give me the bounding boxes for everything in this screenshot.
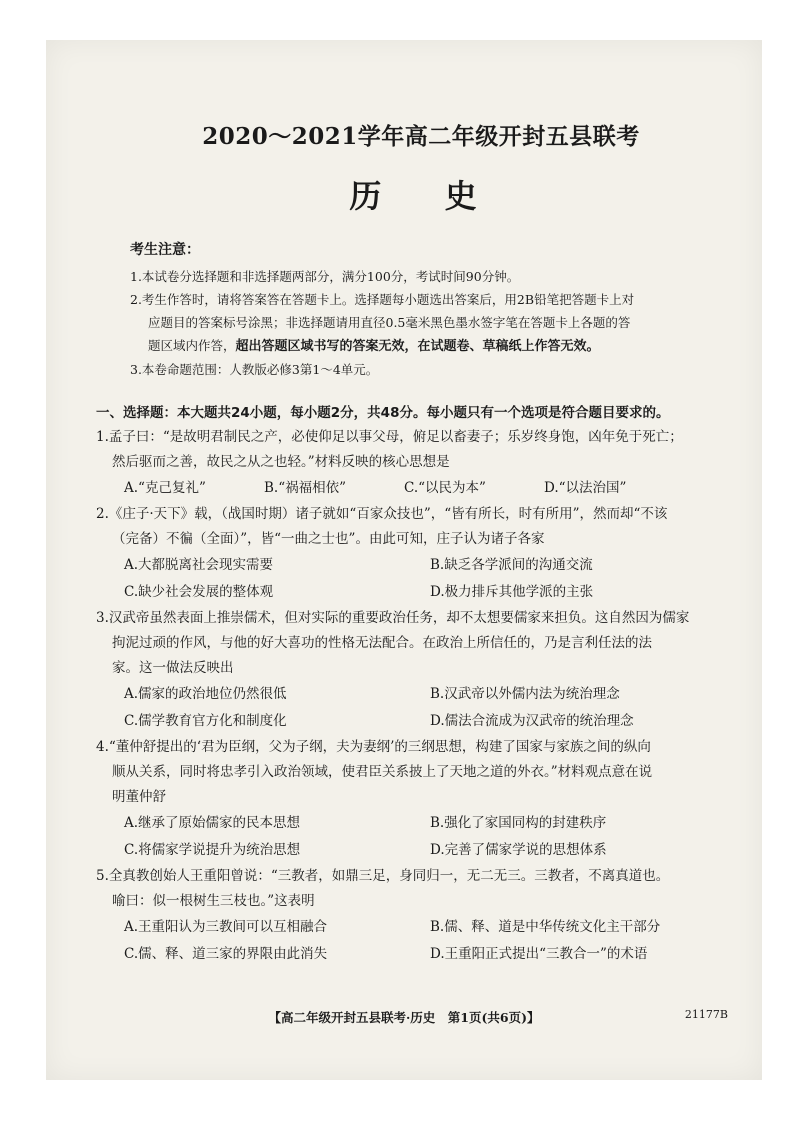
notice-item-2-cont2 — [116, 334, 736, 358]
option-d[interactable]: D.王重阳正式提出“三教合一”的术语 — [430, 946, 648, 962]
question-stem: 拘泥过顽的作风，与他的好大喜功的性格无法配合。在政治上所信任的，乃是言利任法的法 — [112, 635, 652, 651]
exam-title: 2020～2021学年高二年级开封五县联考 — [202, 123, 640, 150]
question-5 — [96, 864, 736, 968]
option-c[interactable]: C.“以民为本” — [404, 480, 486, 496]
option-a[interactable]: A.大都脱离社会现实需要 — [124, 557, 274, 573]
notice-item-2: 2.考生作答时，请将答案答在答题卡上。选择题每小题选出答案后，用2B铅笔把答题卡上对 — [130, 292, 635, 307]
option-c[interactable]: C.儒学教育官方化和制度化 — [124, 713, 287, 729]
option-a[interactable]: A.“克己复礼” — [124, 480, 206, 496]
option-b[interactable]: B.强化了家国同构的封建秩序 — [430, 815, 607, 831]
options — [124, 475, 736, 502]
paper-code: 21177B — [684, 1008, 728, 1021]
exam-sheet — [46, 40, 762, 1080]
notice-heading: 考生注意： — [130, 242, 200, 258]
question-stem: 5.全真教创始人王重阳曾说：“三教者，如鼎三足，身同归一，无二无三。三教者，不离真道也。 — [96, 868, 670, 884]
question-stem: 喻曰：似一根树生三枝也。”这表明 — [112, 893, 315, 909]
notice-emphasis: 超出答题区域书写的答案无效，在试题卷、草稿纸上作答无效。 — [235, 339, 600, 354]
question-stem: 然后驱而之善，故民之从之也轻。”材料反映的核心思想是 — [112, 454, 450, 470]
option-a[interactable]: A.儒家的政治地位仍然很低 — [124, 686, 287, 702]
question-stem: 4.“董仲舒提出的‘君为臣纲，父为子纲，夫为妻纲’的三纲思想，构建了国家与家族之间的纵向 — [96, 739, 651, 755]
notice-item-3: 3.本卷命题范围：人教版必修3第1～4单元。 — [130, 362, 379, 377]
options — [124, 552, 736, 606]
question-3 — [96, 606, 736, 735]
options — [124, 914, 736, 968]
page-footer: 【高二年级开封五县联考·历史 第1页(共6页)】 — [268, 1010, 540, 1025]
question-stem: 顺从关系，同时将忠孝引入政治领域，使君臣关系披上了天地之道的外衣。”材料观点意在说 — [112, 764, 653, 780]
question-stem: 3.汉武帝虽然表面上推崇儒术，但对实际的重要政治任务，却不太想要儒家来担负。这自然因为儒家 — [96, 610, 690, 626]
option-d[interactable]: D.“以法治国” — [544, 480, 627, 496]
options — [124, 681, 736, 735]
option-b[interactable]: B.儒、释、道是中华传统文化主干部分 — [430, 919, 661, 935]
options — [124, 810, 736, 864]
section-heading: 一、选择题：本大题共24小题，每小题2分，共48分。每小题只有一个选项是符合题目要求的。 — [96, 405, 670, 421]
notice-item-1: 1.本试卷分选择题和非选择题两部分，满分100分，考试时间90分钟。 — [130, 269, 520, 284]
notice-block — [116, 239, 736, 381]
notice-item-2-cont: 应题目的答案标号涂黑；非选择题请用直径0.5毫米黑色墨水签字笔在答题卡上各题的答 — [148, 315, 631, 330]
option-a[interactable]: A.继承了原始儒家的民本思想 — [124, 815, 301, 831]
question-2 — [96, 502, 736, 606]
option-b[interactable]: B.“祸福相依” — [264, 480, 347, 496]
option-c[interactable]: C.缺少社会发展的整体观 — [124, 584, 274, 600]
option-c[interactable]: C.将儒家学说提升为统治思想 — [124, 842, 301, 858]
question-stem: 1.孟子曰：“是故明君制民之产，必使仰足以事父母，俯足以畜妻子；乐岁终身饱，凶年免于死亡； — [96, 429, 683, 445]
notice-item-2-plain: 题区域内作答， — [148, 338, 236, 353]
question-stem: 家。这一做法反映出 — [112, 660, 234, 676]
option-b[interactable]: B.汉武帝以外儒内法为统治理念 — [430, 686, 620, 702]
option-d[interactable]: D.极力排斥其他学派的主张 — [430, 584, 594, 600]
question-1 — [96, 425, 736, 502]
question-stem: 明董仲舒 — [112, 789, 166, 805]
option-b[interactable]: B.缺乏各学派间的沟通交流 — [430, 557, 593, 573]
option-a[interactable]: A.王重阳认为三教间可以互相融合 — [124, 919, 328, 935]
question-stem: （完备）不徧（全面）”，皆“一曲之士也”。由此可知，庄子认为诸子各家 — [112, 531, 545, 547]
option-c[interactable]: C.儒、释、道三家的界限由此消失 — [124, 946, 328, 962]
option-d[interactable]: D.完善了儒家学说的思想体系 — [430, 842, 607, 858]
option-d[interactable]: D.儒法合流成为汉武帝的统治理念 — [430, 713, 634, 729]
exam-subject: 历 史 — [349, 177, 503, 215]
exam-content — [96, 118, 736, 968]
question-4 — [96, 735, 736, 864]
question-stem: 2.《庄子·天下》载，（战国时期）诸子就如“百家众技也”，“皆有所长，时有所用”，然而却“不该 — [96, 506, 668, 522]
